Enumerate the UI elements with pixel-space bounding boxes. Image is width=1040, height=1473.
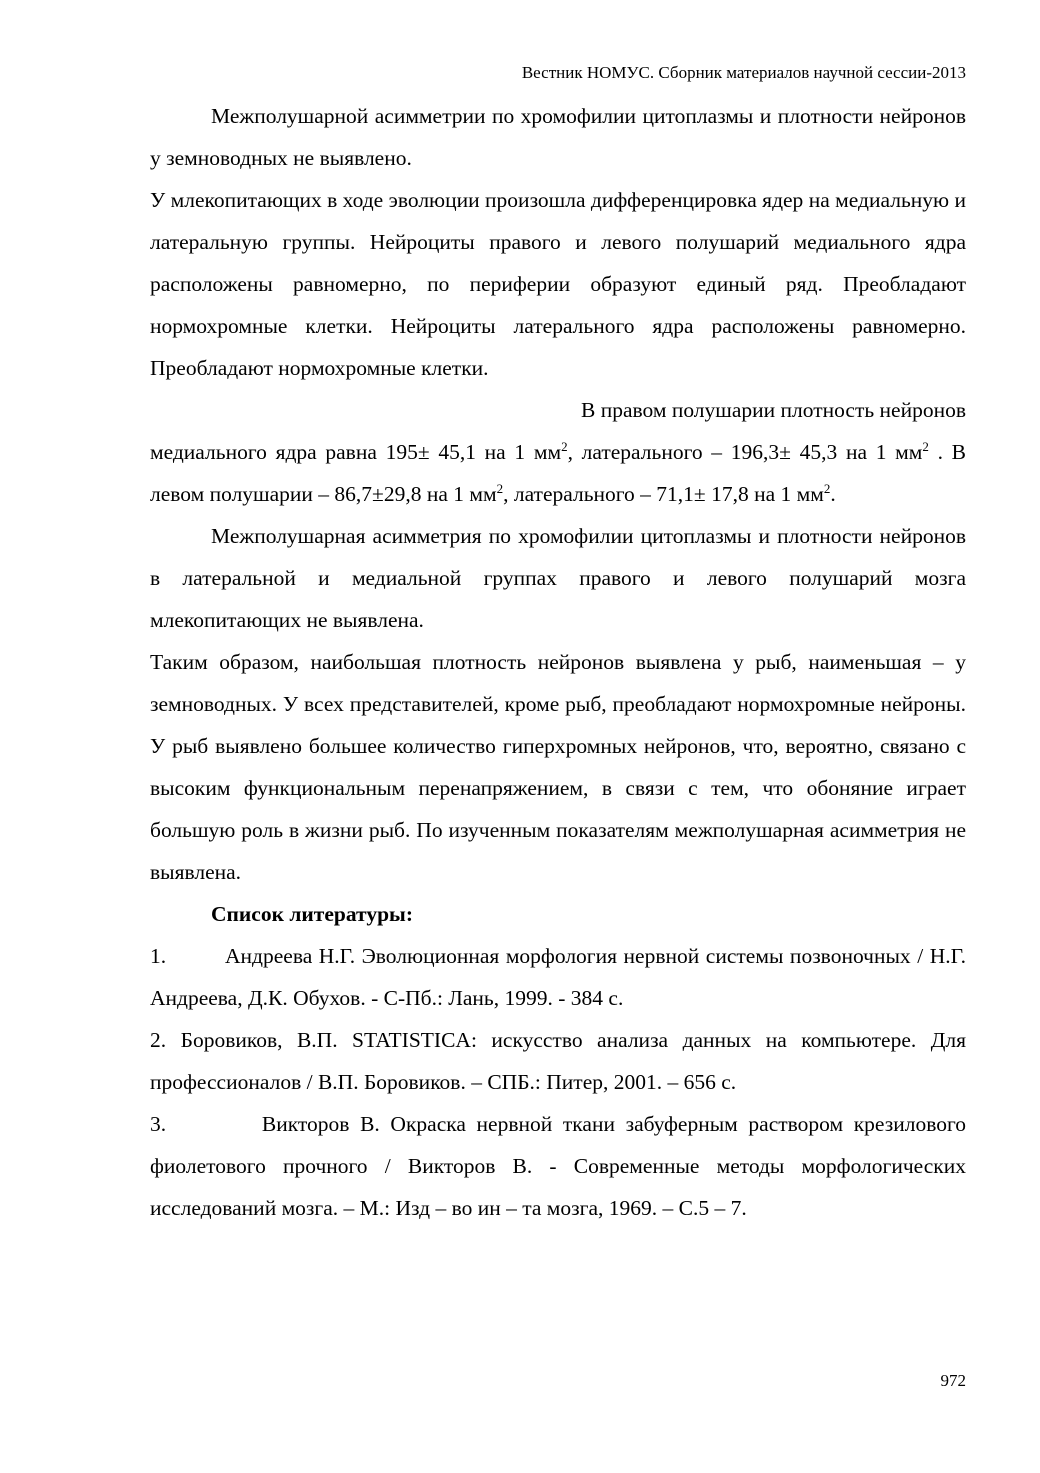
density-text-e: . <box>830 482 836 506</box>
page-number: 972 <box>940 1371 966 1390</box>
density-text-b: , латерального – 196,3± 45,3 на 1 мм <box>567 440 923 464</box>
superscript: 2 <box>823 480 831 496</box>
page-body <box>150 95 966 1229</box>
paragraph-asymmetry-mammals: Межполушарная асимметрия по хромофилии цитоплазмы и плотности нейронов в латеральной и медиальной группах правого и левого полушарий мозга млекопитающих не выявлена. <box>150 524 966 632</box>
density-text-a: медиального ядра равна 195± 45,1 на 1 мм <box>150 440 562 464</box>
reference-item: 1. Андреева Н.Г. Эволюционная морфология нервной системы позвоночных / Н.Г. Андреева, Д.К. Обухов. - С-Пб.: Лань, 1999. - 384 с. <box>150 944 966 1010</box>
references-heading: Список литературы: <box>211 902 413 926</box>
density-text-c: . В левом полушарии – 86,7±29,8 на 1 мм <box>150 440 966 506</box>
superscript: 2 <box>922 438 929 454</box>
running-header: Вестник НОМУС. Сборник материалов научной сессии-2013 <box>521 63 966 82</box>
paragraph-conclusion: Таким образом, наибольшая плотность нейронов выявлена у рыб, наименьшая – у земноводных. У всех представителей, кроме рыб, преобладают нормохромные нейроны. У рыб выявлено большее количество гиперхромных нейронов, что, вероятно, связано с высоким функциональным перенапряжением, в связи с тем, что обоняние играет большую роль в жизни рыб. По изученным показателям межполушарная асимметрия не выявлена. <box>150 650 966 884</box>
reference-item: 3. Викторов В. Окраска нервной ткани забуферным раствором крезилового фиолетового прочного / Викторов В. - Современные методы морфологических исследований мозга. – М.: Изд – во ин – та мозга, 1969. – С.5 – 7. <box>150 1112 966 1220</box>
paragraph-mammals: У млекопитающих в ходе эволюции произошла дифференцировка ядер на медиальную и латеральную группы. Нейроциты правого и левого полушарий медиального ядра расположены равномерно, по периферии образуют единый ряд. Преобладают нормохромные клетки. Нейроциты латерального ядра расположены равномерно. Преобладают нормохромные клетки. <box>150 188 966 380</box>
superscript: 2 <box>561 438 568 454</box>
density-text-d: , латерального – 71,1± 17,8 на 1 мм <box>503 482 824 506</box>
superscript: 2 <box>496 480 504 496</box>
reference-item: 2. Боровиков, В.П. STATISTICA: искусство анализа данных на компьютере. Для профессионалов / В.П. Боровиков. – СПБ.: Питер, 2001. – 656 с. <box>150 1028 966 1094</box>
paragraph-density-values <box>150 431 966 515</box>
paragraph-density-intro: В правом полушарии плотность нейронов <box>581 398 966 422</box>
paragraph-amphibians: Межполушарной асимметрии по хромофилии цитоплазмы и плотности нейронов у земноводных не выявлено. <box>150 104 966 170</box>
